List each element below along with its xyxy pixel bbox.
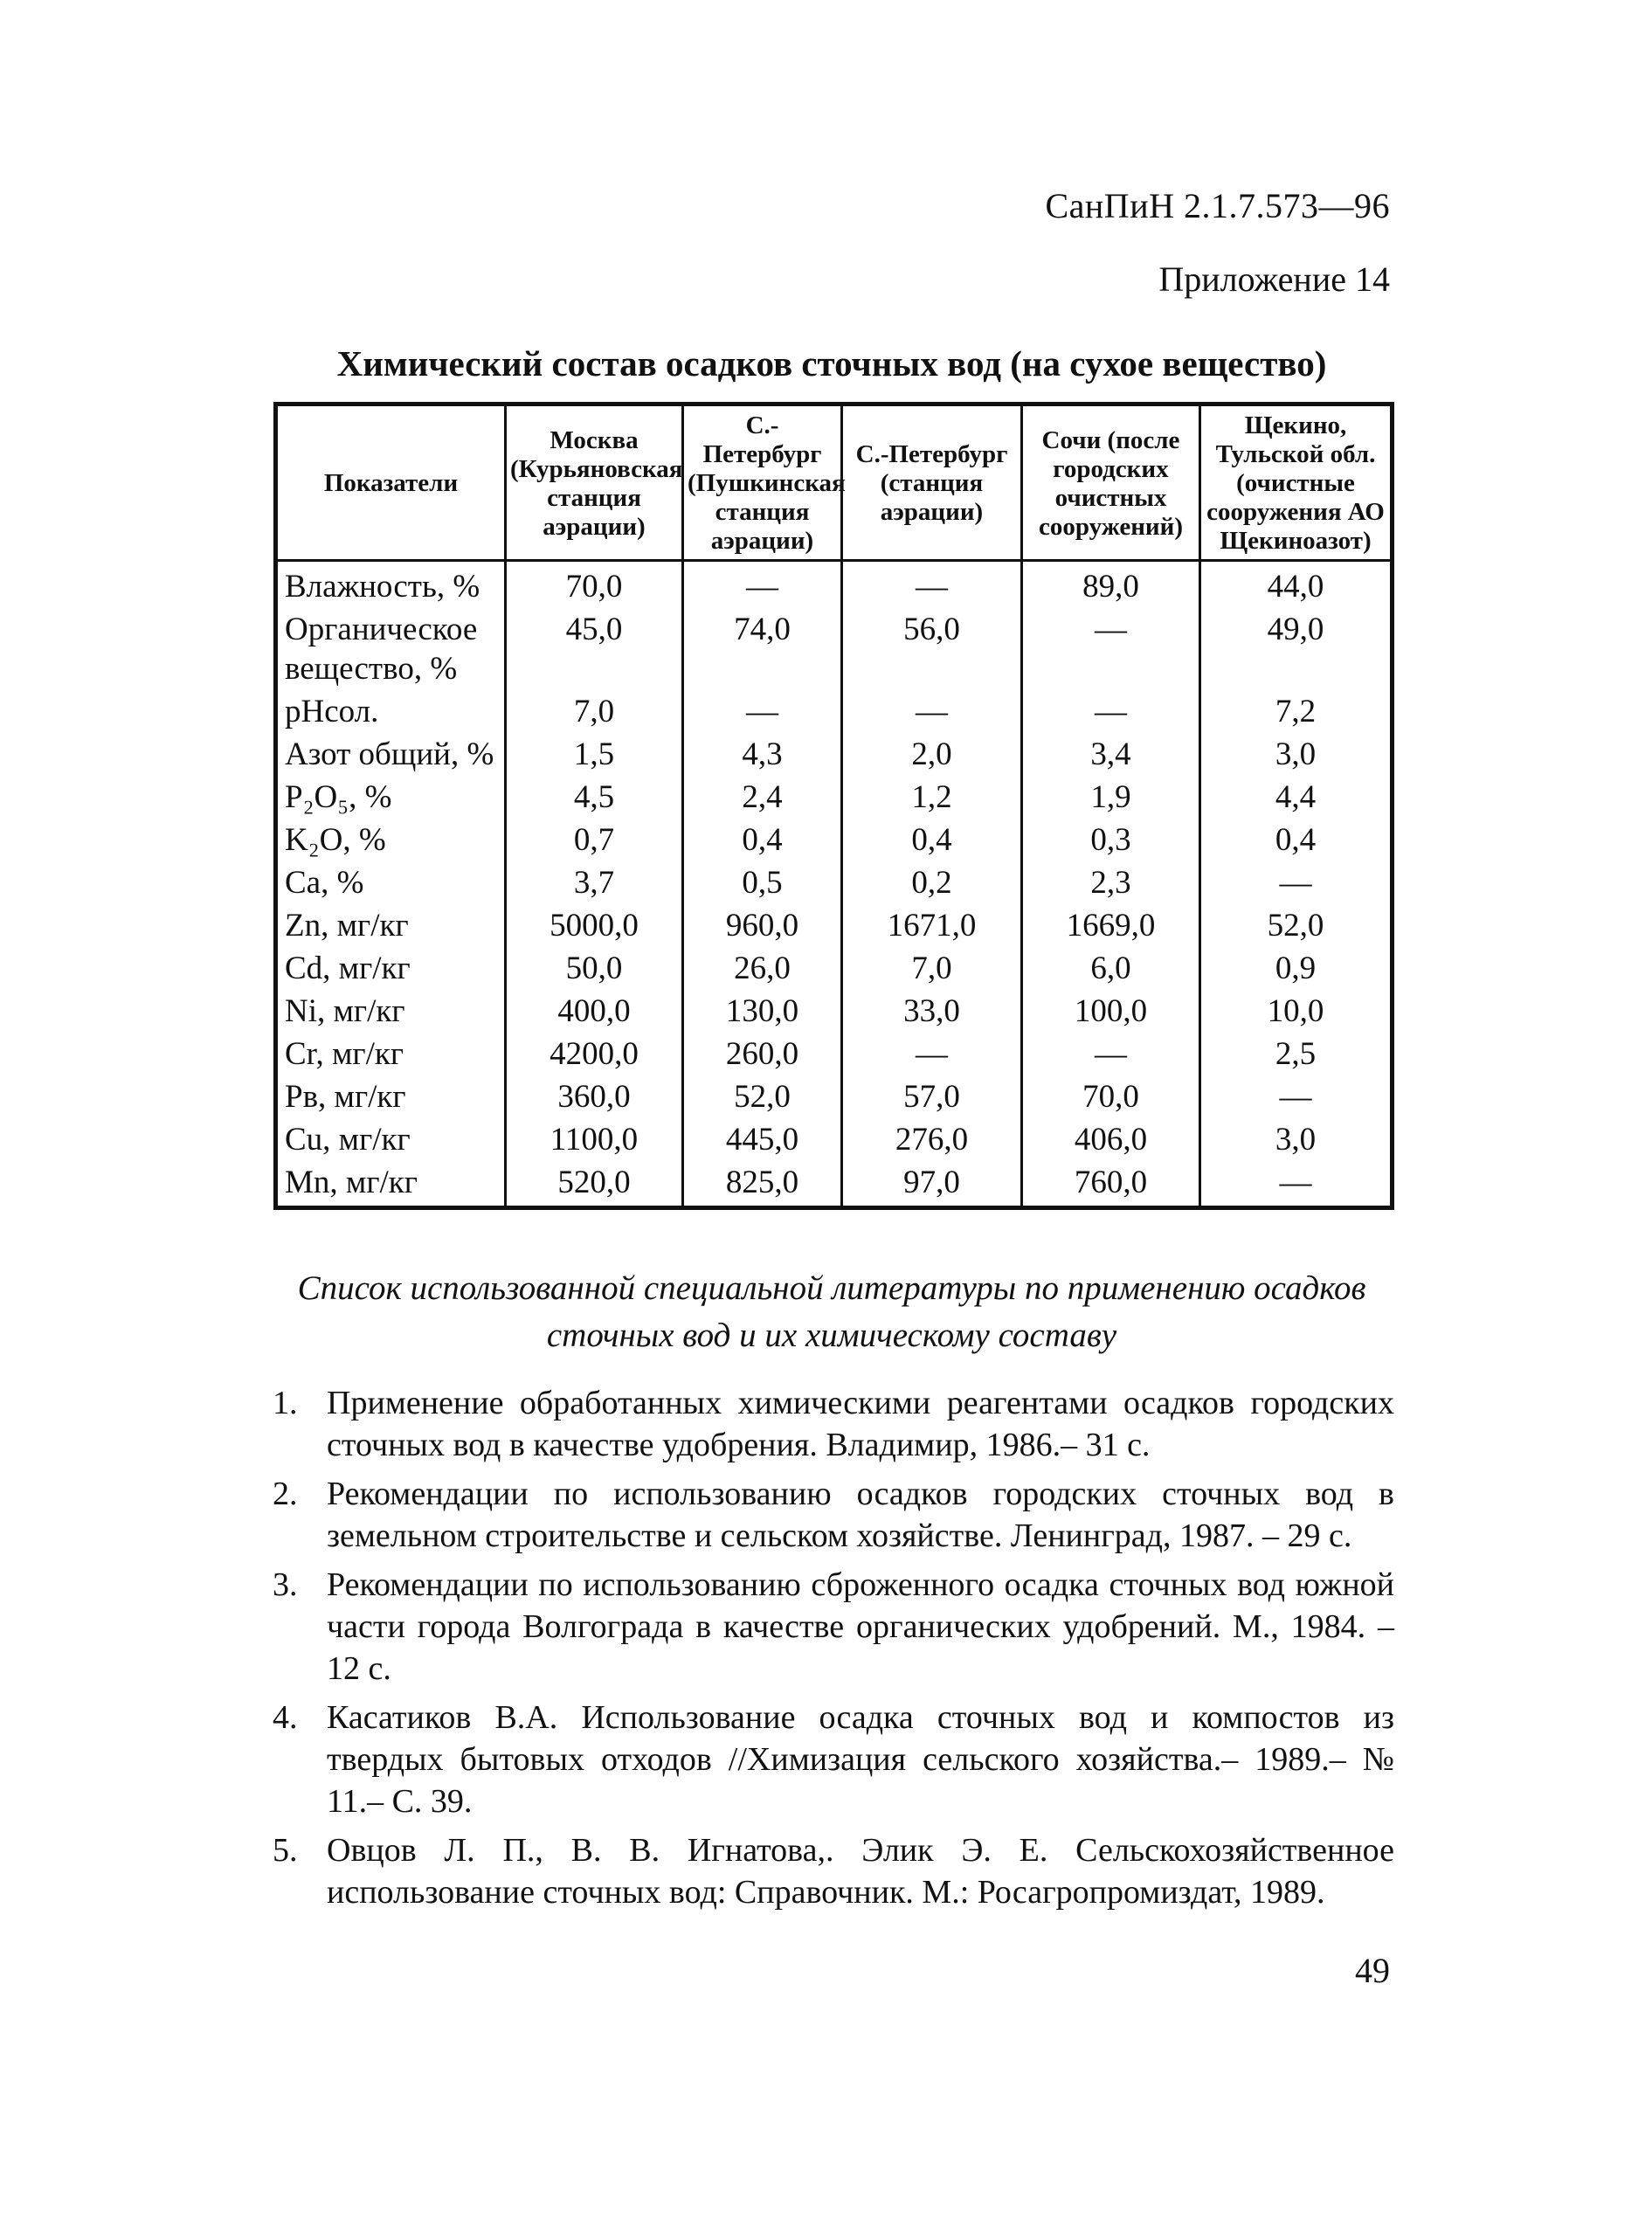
table-cell: 406,0: [1022, 1118, 1200, 1161]
table-cell: 3,0: [1200, 733, 1393, 776]
row-label: Zn, мг/кг: [276, 904, 506, 947]
table-cell: 56,0: [842, 608, 1022, 690]
table-cell: 7,2: [1200, 690, 1393, 733]
row-label: P₂O₅, %: [276, 776, 506, 819]
table-cell: 10,0: [1200, 990, 1393, 1033]
table-row: [276, 608, 1393, 690]
table-row: [276, 947, 1393, 990]
table-cell: —: [1200, 861, 1393, 904]
reference-number: 2.: [273, 1476, 298, 1512]
table-cell: 49,0: [1200, 608, 1393, 690]
table-cell: 825,0: [683, 1161, 842, 1208]
table-cell: 2,0: [842, 733, 1022, 776]
header-sochi: Сочи (после городских очистных сооружений): [1022, 404, 1200, 561]
reference-text: Рекомендации по использованию сброженного осадка сточных вод южной части города Волгограда в качестве органических удобрений. М., 1984. – 12 с.: [327, 1566, 1394, 1687]
table-cell: —: [1022, 1033, 1200, 1075]
table-cell: 276,0: [842, 1118, 1022, 1161]
table-cell: 0,9: [1200, 947, 1393, 990]
table-cell: 4200,0: [506, 1033, 683, 1075]
reference-text: Применение обработанных химическими реагентами осадков городских сточных вод в качестве удобрения. Владимир, 1986.– 31 с.: [327, 1385, 1394, 1463]
reference-number: 3.: [273, 1566, 298, 1603]
table-cell: 760,0: [1022, 1161, 1200, 1208]
table-cell: 130,0: [683, 990, 842, 1033]
table-cell: —: [1022, 690, 1200, 733]
table-cell: 70,0: [1022, 1075, 1200, 1118]
reference-text: Овцов Л. П., В. В. Игнатова,. Элик Э. Е. Сельскохозяйственное использование сточных вод: Справочник. М.: Росагропромиздат, 1989.: [327, 1832, 1394, 1911]
table-cell: 97,0: [842, 1161, 1022, 1208]
table-row: [276, 776, 1393, 819]
table-cell: 74,0: [683, 608, 842, 690]
table-cell: 45,0: [506, 608, 683, 690]
table-cell: 70,0: [506, 561, 683, 609]
document-code: СанПиН 2.1.7.573—96: [1045, 186, 1390, 225]
reference-number: 4.: [273, 1699, 298, 1736]
table-cell: 100,0: [1022, 990, 1200, 1033]
header-shchekino: Щекино, Тульской обл. (очистные сооружения АО Щекиноазот): [1200, 404, 1393, 561]
table-cell: 5000,0: [506, 904, 683, 947]
table-cell: —: [1022, 608, 1200, 690]
table-body: [276, 561, 1393, 1208]
header-spb-pushkin: С.-Петербург (Пушкинская станция аэрации): [683, 404, 842, 561]
table-cell: 0,4: [1200, 819, 1393, 861]
chemical-composition-table: [273, 402, 1394, 1210]
table-cell: 26,0: [683, 947, 842, 990]
table-cell: 4,3: [683, 733, 842, 776]
table-row: [276, 990, 1393, 1033]
table-cell: 44,0: [1200, 561, 1393, 609]
row-label: Cu, мг/кг: [276, 1118, 506, 1161]
table-header-row: [276, 404, 1393, 561]
reference-number: 1.: [273, 1385, 298, 1421]
table-cell: 0,2: [842, 861, 1022, 904]
table-row: [276, 690, 1393, 733]
table-row: [276, 733, 1393, 776]
table-row: [276, 1161, 1393, 1208]
table-cell: 52,0: [1200, 904, 1393, 947]
references-list: [273, 1382, 1394, 1920]
table-cell: 3,0: [1200, 1118, 1393, 1161]
table-cell: —: [1200, 1161, 1393, 1208]
table-row: [276, 904, 1393, 947]
table-cell: 3,4: [1022, 733, 1200, 776]
page-number: 49: [1355, 1951, 1390, 1990]
reference-item: [273, 1564, 1394, 1690]
table-cell: 1669,0: [1022, 904, 1200, 947]
table-cell: 0,3: [1022, 819, 1200, 861]
table-row: [276, 1118, 1393, 1161]
table-cell: 50,0: [506, 947, 683, 990]
table-cell: 520,0: [506, 1161, 683, 1208]
table-cell: 445,0: [683, 1118, 842, 1161]
table-row: [276, 819, 1393, 861]
table-row: [276, 861, 1393, 904]
row-label: Cd, мг/кг: [276, 947, 506, 990]
row-label: Органическое вещество, %: [276, 608, 506, 690]
table-cell: 2,3: [1022, 861, 1200, 904]
reference-number: 5.: [273, 1832, 298, 1869]
table-cell: 4,4: [1200, 776, 1393, 819]
table-cell: 57,0: [842, 1075, 1022, 1118]
row-label: Ni, мг/кг: [276, 990, 506, 1033]
table-cell: —: [1200, 1075, 1393, 1118]
row-label: Cr, мг/кг: [276, 1033, 506, 1075]
row-label: K₂O, %: [276, 819, 506, 861]
row-label: pHсол.: [276, 690, 506, 733]
table-row: [276, 1033, 1393, 1075]
table-cell: 0,4: [842, 819, 1022, 861]
table-cell: 0,5: [683, 861, 842, 904]
row-label: Mn, мг/кг: [276, 1161, 506, 1208]
table-cell: 1,5: [506, 733, 683, 776]
table-cell: 1,2: [842, 776, 1022, 819]
table-cell: —: [842, 690, 1022, 733]
table-cell: 7,0: [842, 947, 1022, 990]
table-cell: 2,4: [683, 776, 842, 819]
references-title: Список использованной специальной литературы по применению осадков сточных вод и их химическому составу: [297, 1269, 1366, 1354]
table-cell: 3,7: [506, 861, 683, 904]
table-cell: 7,0: [506, 690, 683, 733]
reference-text: Рекомендации по использованию осадков городских сточных вод в земельном строительстве и сельском хозяйстве. Ленинград, 1987. – 29 с.: [327, 1476, 1394, 1554]
reference-item: [273, 1473, 1394, 1557]
table-row: [276, 1075, 1393, 1118]
appendix-label: Приложение 14: [1158, 259, 1390, 299]
header-indicator: Показатели: [276, 404, 506, 561]
table-cell: 260,0: [683, 1033, 842, 1075]
table-cell: 52,0: [683, 1075, 842, 1118]
table-cell: 6,0: [1022, 947, 1200, 990]
table-cell: 960,0: [683, 904, 842, 947]
table-cell: 400,0: [506, 990, 683, 1033]
row-label: Ca, %: [276, 861, 506, 904]
reference-text: Касатиков В.А. Использование осадка сточных вод и компостов из твердых бытовых отходов //Химизация сельского хозяйства.– 1989.– № 11.– С. 39.: [327, 1699, 1394, 1820]
table-cell: 360,0: [506, 1075, 683, 1118]
table-cell: —: [683, 561, 842, 609]
table-cell: 1100,0: [506, 1118, 683, 1161]
table-cell: 89,0: [1022, 561, 1200, 609]
row-label: Влажность, %: [276, 561, 506, 609]
table-cell: —: [842, 561, 1022, 609]
table-cell: —: [842, 1033, 1022, 1075]
reference-item: [273, 1697, 1394, 1822]
table-cell: 4,5: [506, 776, 683, 819]
reference-item: [273, 1382, 1394, 1466]
table-cell: 0,4: [683, 819, 842, 861]
table-cell: 0,7: [506, 819, 683, 861]
row-label: Pв, мг/кг: [276, 1075, 506, 1118]
table-cell: 1671,0: [842, 904, 1022, 947]
table-cell: 2,5: [1200, 1033, 1393, 1075]
table-title: Химический состав осадков сточных вод (на сухое вещество): [336, 343, 1327, 384]
table-cell: 1,9: [1022, 776, 1200, 819]
table-cell: —: [683, 690, 842, 733]
table-row: [276, 561, 1393, 609]
table-cell: 33,0: [842, 990, 1022, 1033]
header-spb-station: С.-Петербург (станция аэрации): [842, 404, 1022, 561]
row-label: Азот общий, %: [276, 733, 506, 776]
reference-item: [273, 1829, 1394, 1913]
header-moscow: Москва (Курьяновская станция аэрации): [506, 404, 683, 561]
